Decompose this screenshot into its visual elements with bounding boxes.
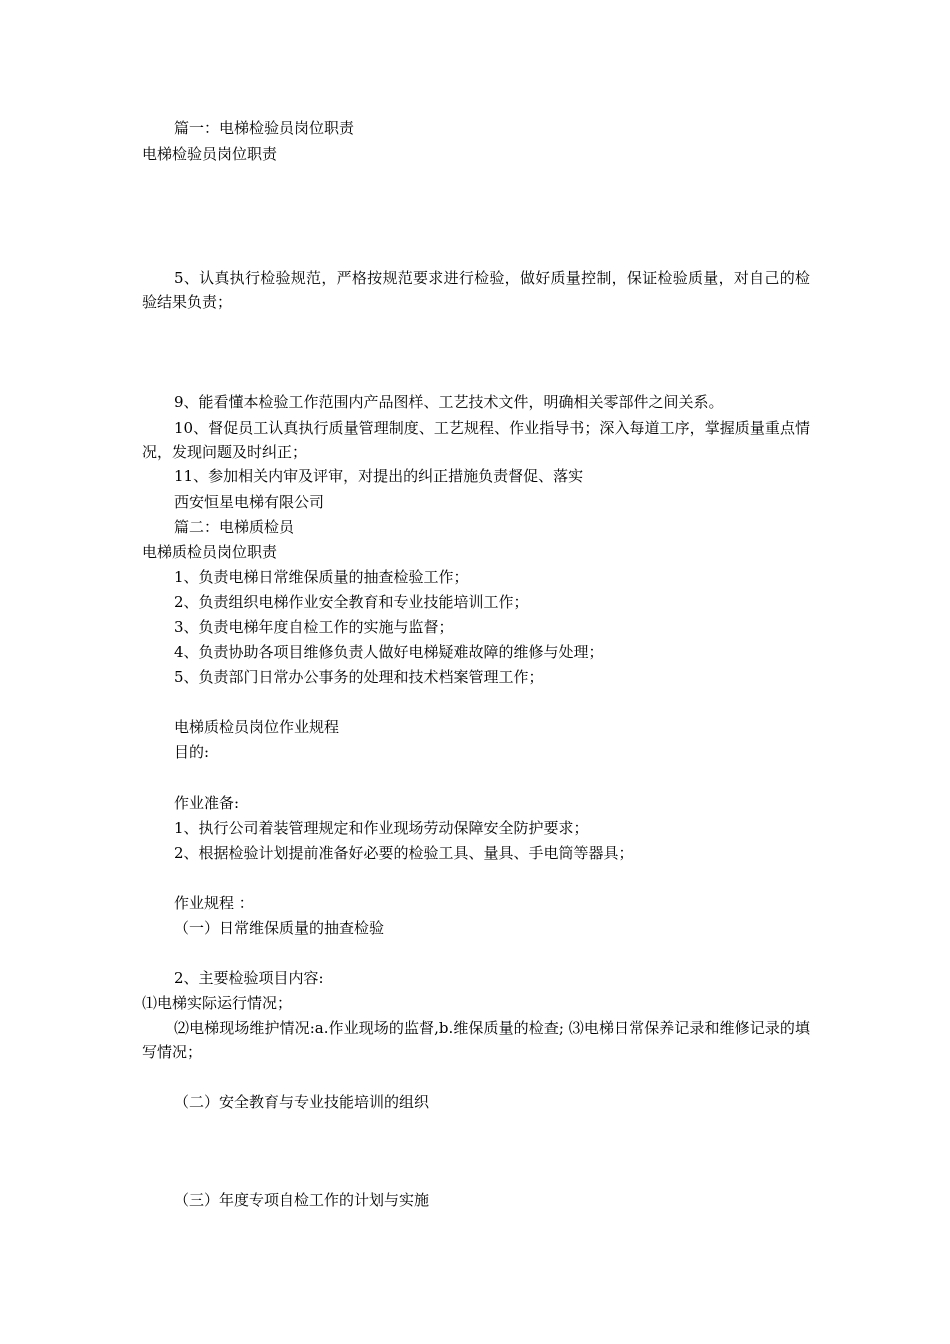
paragraph-item-10: 10、督促员工认真执行质量管理制度、工艺规程、作业指导书；深入每道工序，掌握质量重点情况，发现问题及时纠正；: [142, 419, 810, 461]
procedure-title: 作业规程 ：: [174, 894, 254, 912]
title-inspector-duties: 电梯检验员岗位职责: [142, 145, 278, 163]
title-qc-duties: 电梯质检员岗位职责: [142, 543, 278, 561]
duty-item: 1、负责电梯日常维保质量的抽查检验工作；: [174, 568, 469, 586]
check-item-1: ⑴电梯实际运行情况；: [142, 994, 293, 1012]
rules-title: 电梯质检员岗位作业规程: [174, 718, 340, 736]
section-one-heading: （一）日常维保质量的抽查检验: [174, 919, 385, 937]
main-items-heading: 2、主要检验项目内容:: [174, 969, 324, 987]
company-name: 西安恒星电梯有限公司: [174, 493, 325, 511]
section-three-heading: （三）年度专项自检工作的计划与实施: [174, 1191, 430, 1209]
prep-title: 作业准备:: [174, 794, 240, 812]
prep-item: 1、执行公司着装管理规定和作业现场劳动保障安全防护要求；: [174, 819, 589, 837]
section-two-heading: （二）安全教育与专业技能培训的组织: [174, 1093, 430, 1111]
prep-item: 2、根据检验计划提前准备好必要的检验工具、量具、手电筒等器具；: [174, 844, 634, 862]
heading-part-one: 篇一：电梯检验员岗位职责: [174, 119, 355, 137]
paragraph-item-5: 5、认真执行检验规范，严格按规范要求进行检验，做好质量控制，保证检验质量，对自己的检验结果负责；: [142, 269, 810, 311]
list-item-11: 11、参加相关内审及评审，对提出的纠正措施负责督促、落实: [174, 467, 584, 485]
check-item-2: ⑵电梯现场维护情况:a.作业现场的监督,b.维保质量的检查; ⑶电梯日常保养记录和维修记录的填写情况；: [142, 1019, 810, 1061]
purpose-label: 目的:: [174, 743, 210, 761]
duty-item: 5、负责部门日常办公事务的处理和技术档案管理工作；: [174, 668, 544, 686]
list-item-9: 9、能看懂本检验工作范围内产品图样、工艺技术文件，明确相关零部件之间关系。: [174, 393, 724, 411]
duty-item: 2、负责组织电梯作业安全教育和专业技能培训工作；: [174, 593, 529, 611]
duty-item: 4、负责协助各项目维修负责人做好电梯疑难故障的维修与处理；: [174, 643, 604, 661]
heading-part-two: 篇二：电梯质检员: [174, 518, 295, 536]
duty-item: 3、负责电梯年度自检工作的实施与监督；: [174, 618, 454, 636]
